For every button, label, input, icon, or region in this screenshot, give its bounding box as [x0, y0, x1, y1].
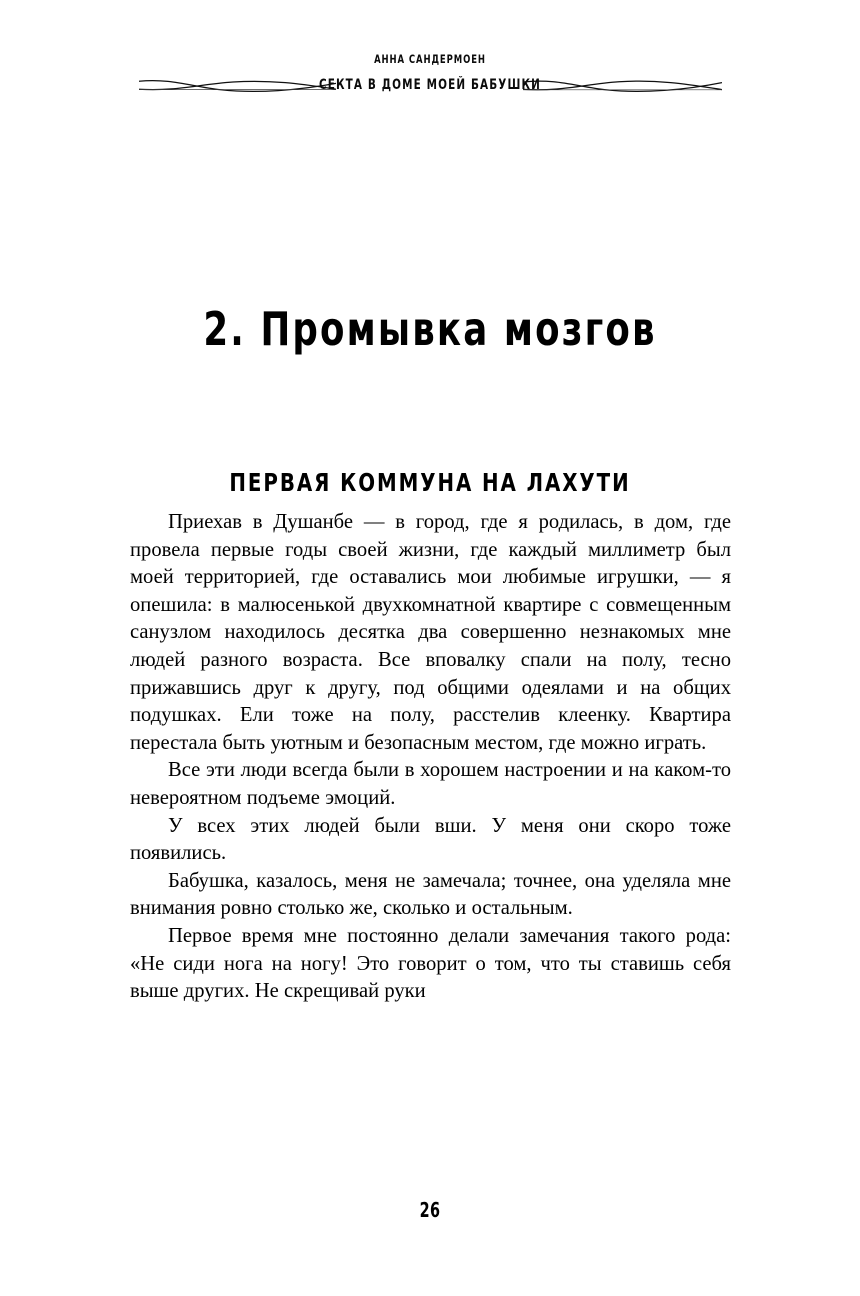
chapter-title: 2. Промывка мозгов — [203, 301, 657, 356]
running-header — [0, 52, 860, 112]
running-header-title-row — [0, 75, 860, 105]
paragraph: Первое время мне постоянно делали замечания такого рода: «Не сиди нога на ногу! Это говорит о том, что ты ставишь себя выше других. Не скрещивай руки — [130, 924, 731, 1003]
page-number: 26 — [419, 1198, 441, 1222]
paragraph: Бабушка, казалось, меня не замечала; точнее, она уделяла мне внимания ровно столько же, сколько и остальным. — [130, 869, 731, 920]
section-title: ПЕРВАЯ КОММУНА НА ЛАХУТИ — [229, 467, 631, 497]
running-header-author: АННА САНДЕРМОЕН — [374, 52, 486, 66]
body-text — [130, 509, 731, 1181]
paragraph: У всех этих людей были вши. У меня они скоро тоже появились. — [130, 814, 731, 865]
braided-wave-ornament-right — [523, 77, 722, 95]
paragraph: Все эти люди всегда были в хорошем настроении и на каком-то невероятном подъеме эмоций. — [130, 759, 731, 809]
paragraph: Приехав в Душанбе — в город, где я родилась, в дом, где провела первые годы своей жизни, где каждый миллиметр был моей территорией, где оставались мои любимые игрушки, — я опешила: в малюсенькой двухкомнатной квартире с совмещенным санузлом находилось десятка два совершенно незнакомых мне людей разного возраста. Все вповалку спали на полу, тесно прижавшись друг к другу, под общими одеялами и на общих подушках. Ели тоже на полу, расстелив клеенку. Квартира перестала быть уютным и безопасным местом, где можно играть. — [130, 511, 731, 754]
running-header-book-title: СЕКТА В ДОМЕ МОЕЙ БАБУШКИ — [319, 77, 541, 93]
